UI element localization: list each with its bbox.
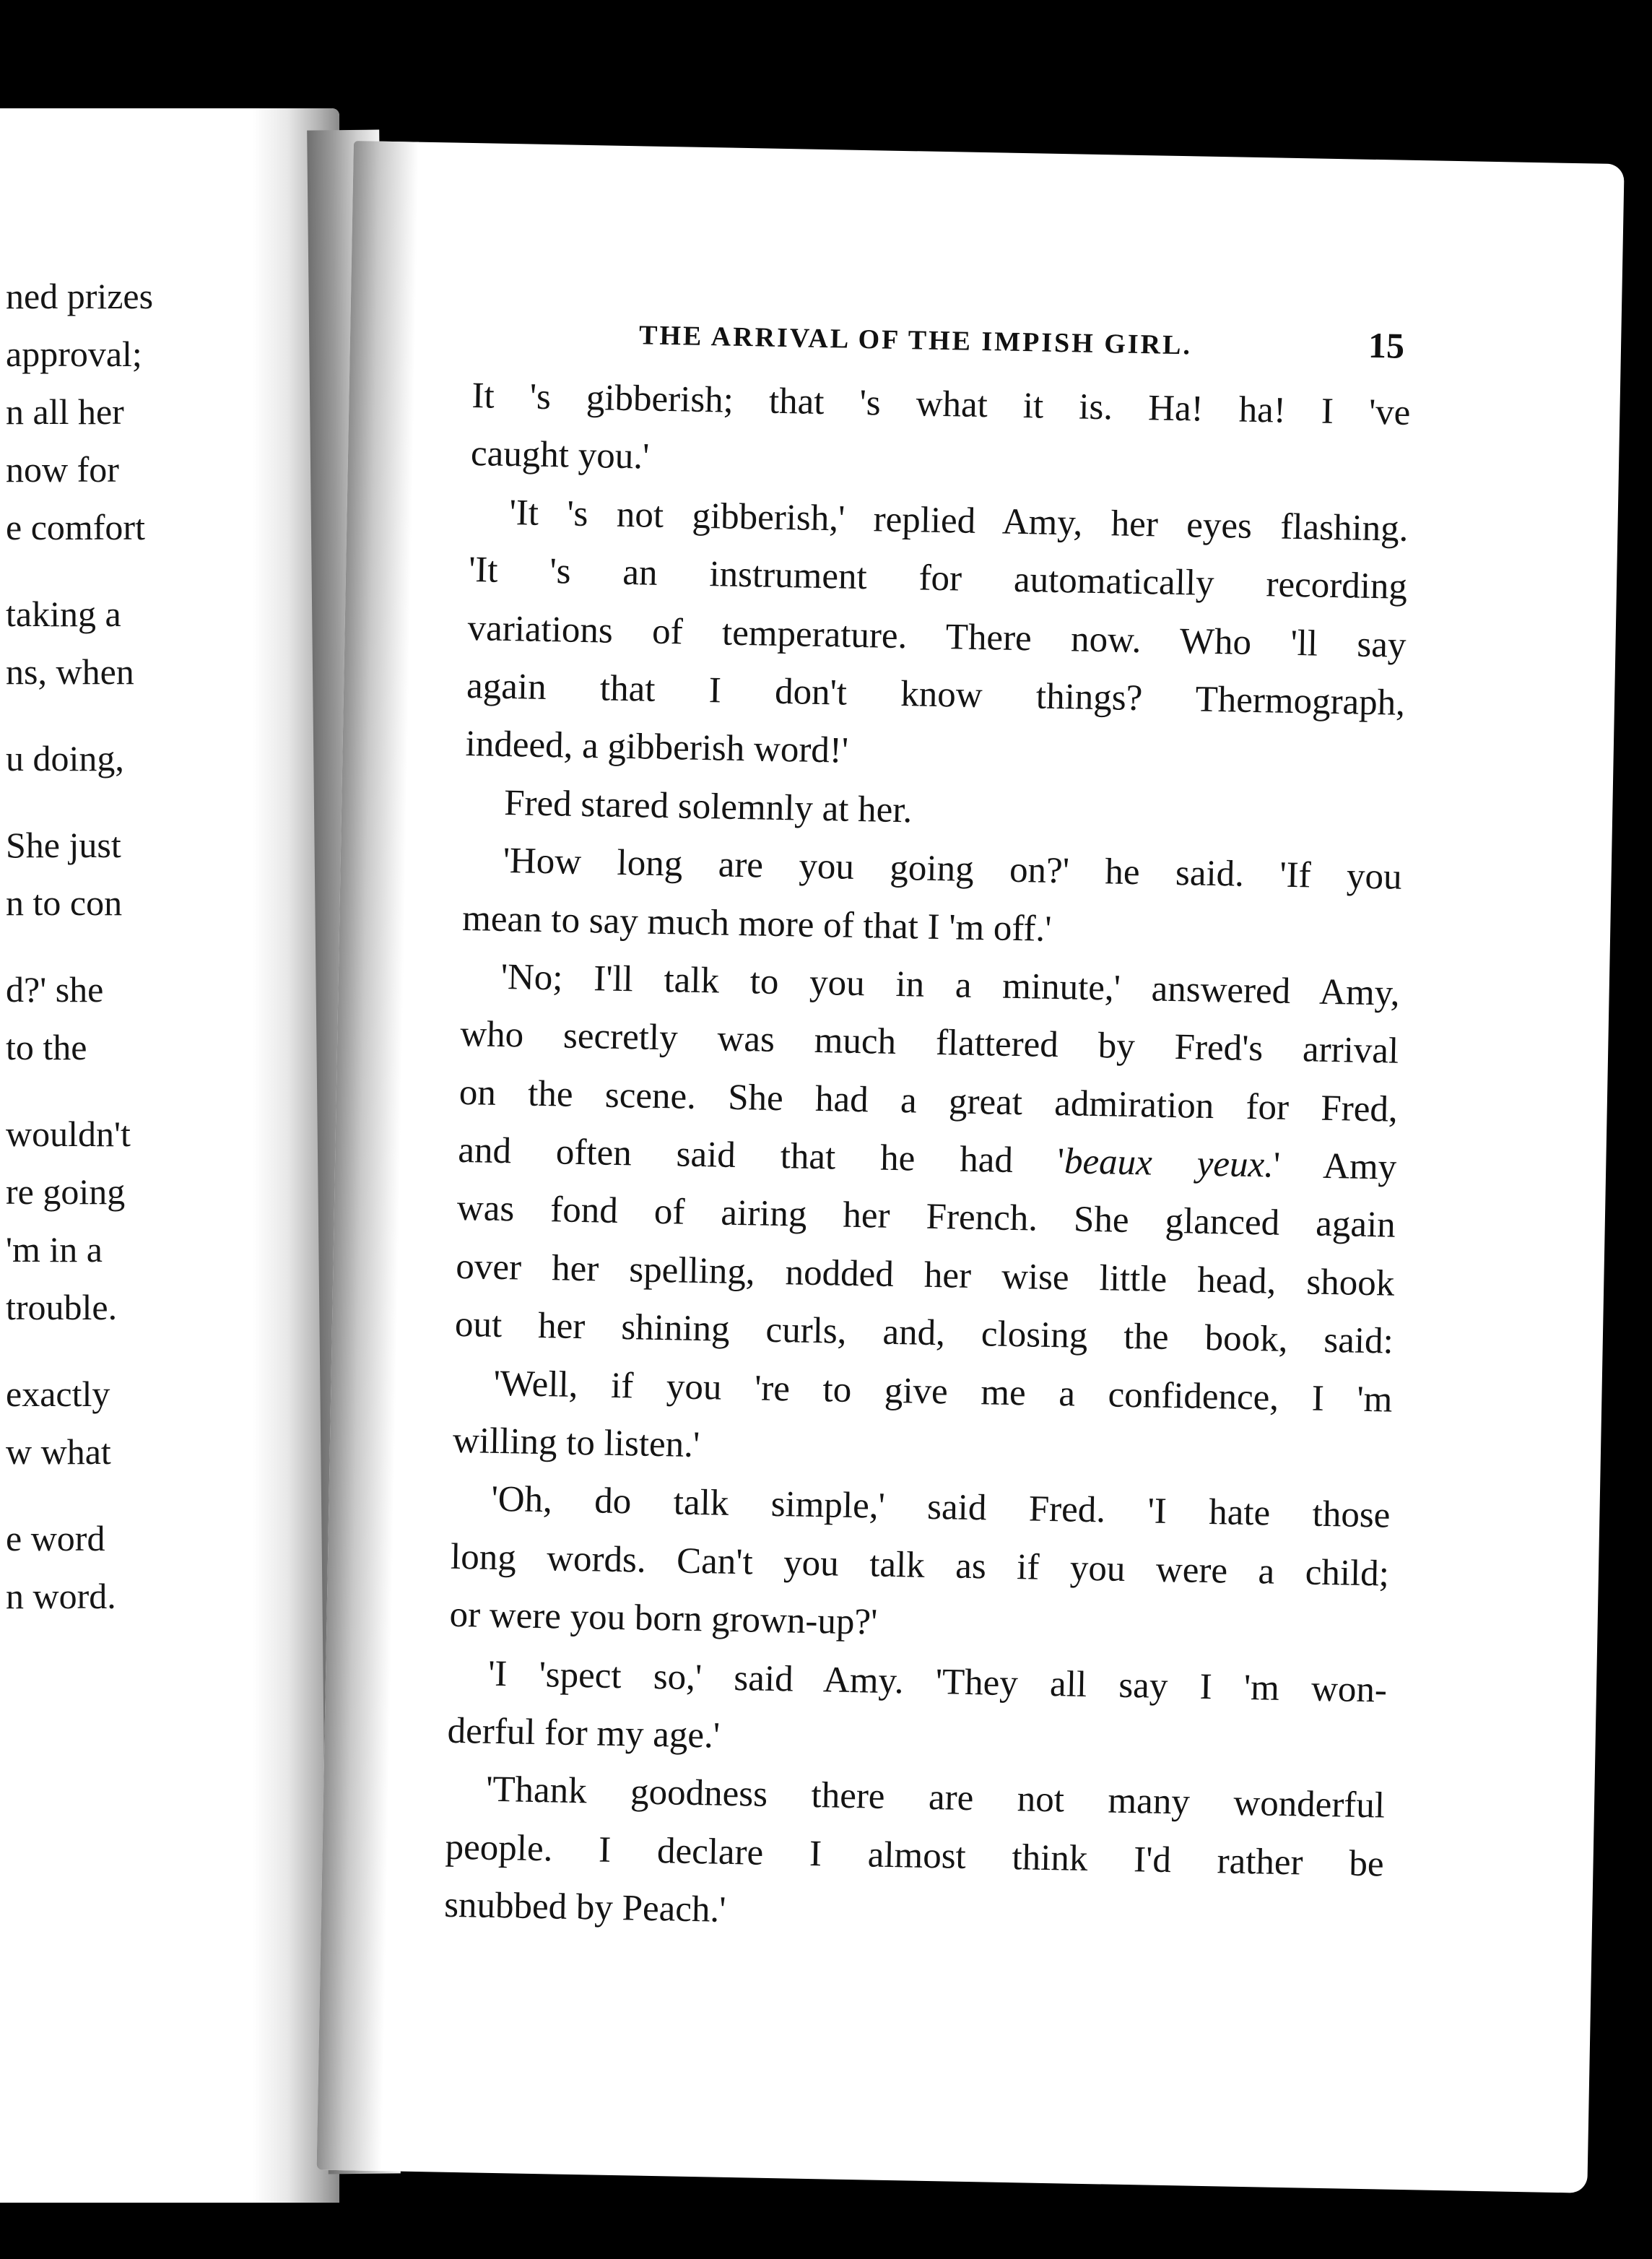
left-page-line: ned prizes [6,276,154,316]
left-page-line: taking a [6,594,121,634]
left-page-line: 'm in a [6,1229,103,1270]
left-page-line: to the [6,1027,87,1067]
body-line: who secretly was much flattered by Fred's arrival [459,1014,1399,1072]
running-head: THE ARRIVAL OF THE IMPISH GIRL. [638,320,1193,361]
body-line: Fred stared solemnly at her. [503,782,913,831]
left-page-line: re going [6,1171,126,1212]
body-line: 'Oh, do talk simple,' said Fred. 'I hate those [491,1479,1391,1537]
body-line: people. I declare I almost think I'd rather be [445,1826,1385,1885]
body-line: variations of temperature. There now. Who 'll say [467,607,1407,666]
left-page-line: d?' she [6,969,104,1010]
body-line: 'I 'spect so,' said Amy. 'They all say I 'm won- [487,1653,1388,1711]
left-page-line: trouble. [6,1287,118,1327]
left-page-line: u doing, [6,738,124,779]
body-line: It 's gibberish; that 's what it is. Ha! ha! I 've [471,376,1411,433]
body-line: over her spelling, nodded her wise little head, shook [455,1246,1395,1304]
left-page-line: w what [6,1431,111,1472]
body-line: 'Thank goodness there are not many wonderful [485,1769,1386,1826]
body-line: derful for my age.' [447,1710,721,1756]
left-page-line: n all her [6,391,124,432]
left-page-line: ns, when [6,651,134,692]
page-number: 15 [1368,324,1405,366]
body-line: out her shining curls, and, closing the book, said: [454,1304,1394,1362]
body-line: again that I don't know things? Thermograph, [466,665,1406,724]
left-page-line: She just [6,825,121,865]
left-page-line: n word. [6,1576,116,1616]
left-page-line: now for [6,449,119,490]
body-line: and often said that he had 'beaux yeux.' Amy [457,1130,1397,1188]
left-page-line: approval; [6,334,142,374]
body-line: willing to listen.' [452,1420,700,1466]
body-line: 'It 's not gibberish,' replied Amy, her eyes flashing. [509,492,1409,550]
right-page [317,141,1625,2193]
body-line: 'No; I'll talk to you in a minute,' answered Amy, [500,956,1401,1014]
body-line: long words. Can't you talk as if you were a child; [450,1536,1390,1595]
left-page-line: n to con [6,883,123,923]
body-line: 'It 's an instrument for automatically recording [468,550,1408,608]
body-line: was fond of airing her French. She glanced again [456,1188,1396,1246]
body-line: 'Well, if you 're to give me a confidence, I 'm [492,1363,1393,1421]
body-line: on the scene. She had a great admiration for Fred, [458,1072,1399,1130]
body-line: caught you.' [470,433,650,477]
italic-phrase: beaux yeux. [1064,1141,1274,1186]
left-page-line: e word [6,1518,105,1558]
body-line: mean to say much more of that I 'm off.' [461,898,1052,950]
body-line: or were you born grown-up?' [449,1594,878,1643]
left-page-line: exactly [6,1374,110,1414]
body-line: snubbed by Peach.' [443,1884,726,1931]
left-page-line: wouldn't [6,1114,131,1154]
page-body-text [444,367,1412,1951]
left-page [0,108,339,2203]
body-line: indeed, a gibberish word!' [465,724,849,772]
body-line: 'How long are you going on?' he said. 'If you [503,841,1403,898]
left-page-line: e comfort [6,507,145,547]
